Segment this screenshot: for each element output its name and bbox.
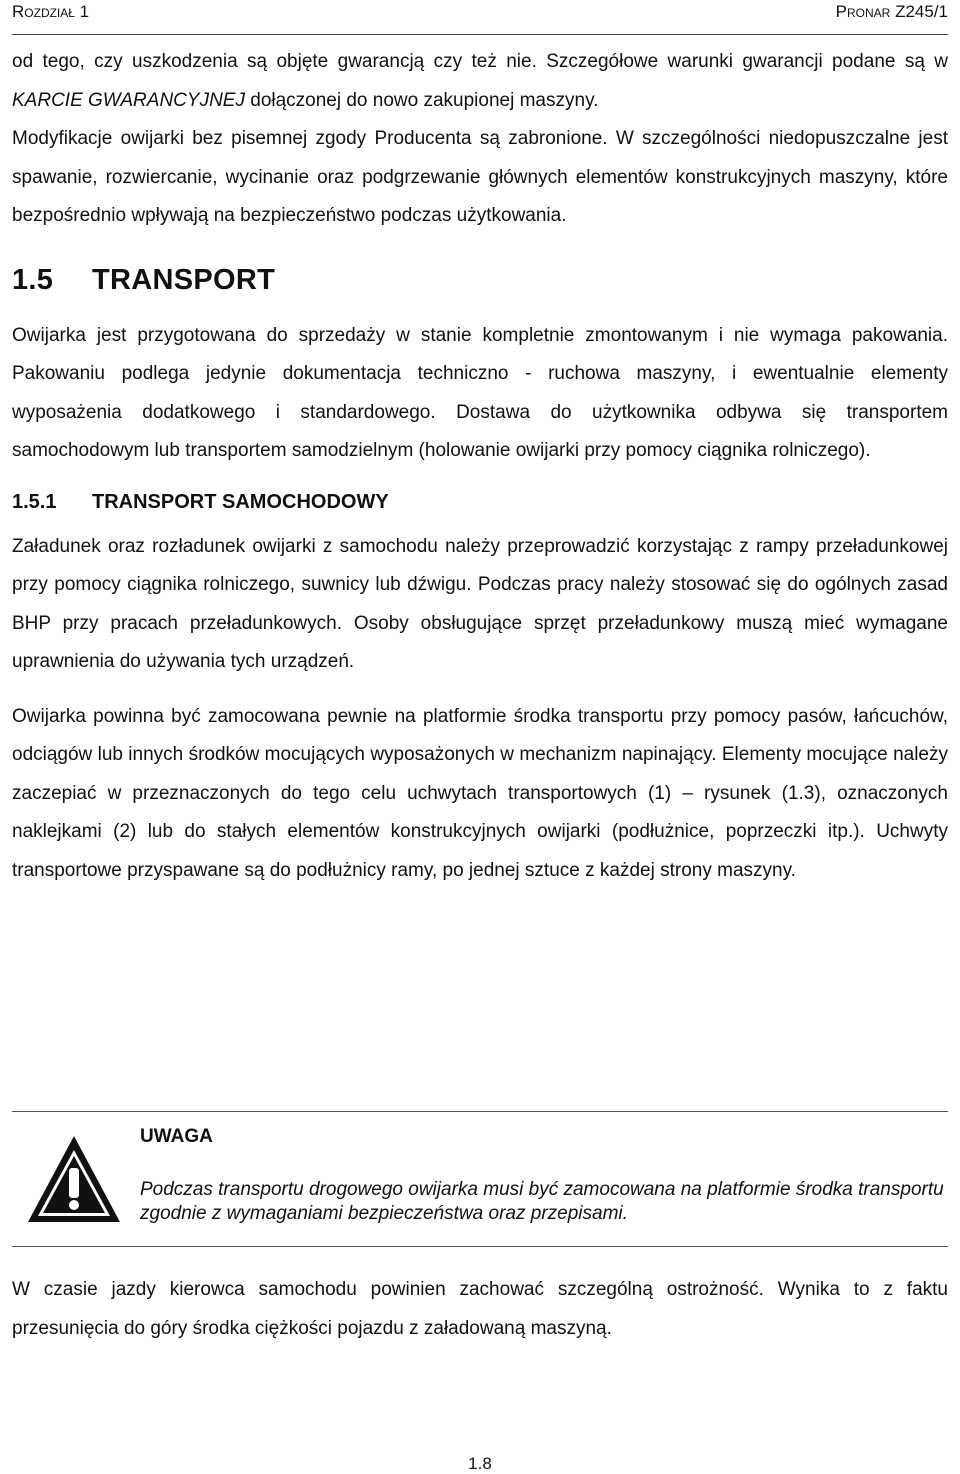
section-title: TRANSPORT: [92, 263, 276, 296]
warranty-card-reference: KARCIE GWARANCYJNEJ: [12, 89, 245, 111]
page-content-bottom: [12, 1271, 948, 1348]
page-content: [12, 43, 948, 890]
warning-title: UWAGA: [140, 1126, 213, 1147]
warning-text: Podczas transportu drogowego owijarka musi być zamocowana na platformie środka transportu zgodnie z wymaganiami bezpieczeństwa oraz przepisami.: [140, 1179, 944, 1224]
page-header: [12, 0, 948, 35]
warning-box: [12, 1111, 948, 1247]
subsection-title: TRANSPORT SAMOCHODOWY: [92, 490, 389, 513]
section-number: 1.5: [12, 263, 54, 296]
product-label: Pronar Z245/1: [835, 2, 948, 21]
paragraph-modifications: Modyfikacje owijarki bez pisemnej zgody Producenta są zabronione. W szczególności niedopuszczalne jest spawanie, rozwiercanie, wycinanie oraz podgrzewanie głównych elementów konstrukcyjnych maszyny, które bezpośrednio wpływają na bezpieczeństwo podczas użytkowania.: [12, 128, 948, 226]
paragraph-transport-intro: Owijarka jest przygotowana do sprzedaży w stanie kompletnie zmontowanym i nie wymaga pakowania. Pakowaniu podlega jedynie dokumentacja techniczno - ruchowa maszyny, i ewentualnie elementy wyposażenia dodatkowego i standardowego. Dostawa do użytkownika odbywa się transportem samochodowym lub transportem samodzielnym (holowanie owijarki przy pomocy ciągnika rolniczego).: [12, 324, 948, 461]
chapter-label: Rozdział 1: [12, 2, 90, 21]
paragraph-loading: Załadunek oraz rozładunek owijarki z samochodu należy przeprowadzić korzystając z rampy przeładunkowej przy pomocy ciągnika rolniczego, suwnicy lub dźwigu. Podczas pracy należy stosować się do ogólnych zasad BHP przy pracach przeładunkowych. Osoby obsługujące sprzęt przeładunkowy muszą mieć wymagane uprawnienia do używania tych urządzeń.: [12, 535, 948, 672]
paragraph-text: dołączonej do nowo zakupionej maszyny.: [244, 89, 599, 111]
paragraph-driving: W czasie jazdy kierowca samochodu powinien zachować szczególną ostrożność. Wynika to z faktu przesunięcia do góry środka ciężkości pojazdu z załadowaną maszyną.: [12, 1279, 948, 1339]
paragraph-warranty: [12, 43, 948, 120]
subsection-number: 1.5.1: [12, 490, 57, 513]
paragraph-fastening: Owijarka powinna być zamocowana pewnie na platformie środka transportu przy pomocy pasów, łańcuchów, odciągów lub innych środków mocujących wyposażonych w mechanizm napinający. Elementy mocujące należy zaczepiać w przeznaczonych do tego celu uchwytach transportowych (1) – rysunek (1.3), oznaczonych naklejkami (2) lub do stałych elementów konstrukcyjnych owijarki (podłużnice, poprzeczki itp.). Uchwyty transportowe przyspawane są do podłużnicy ramy, po jednej sztuce z każdej strony maszyny.: [12, 705, 948, 881]
subsection-heading: [12, 491, 948, 514]
section-heading: [12, 264, 948, 297]
warning-triangle-icon: [24, 1130, 124, 1230]
paragraph-text: od tego, czy uszkodzenia są objęte gwarancją czy też nie. Szczegółowe warunki gwarancji podane są w: [12, 51, 948, 72]
page-number: 1.8: [468, 1454, 492, 1473]
